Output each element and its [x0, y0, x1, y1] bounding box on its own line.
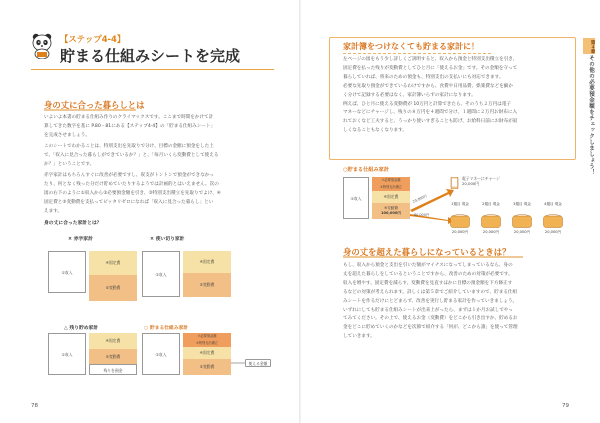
income-box: ①収入	[48, 251, 86, 293]
special-expense-box: ③特別支出積立	[372, 184, 410, 191]
variable-cost-box: ⑤変動費	[89, 275, 137, 301]
wallet-week-1: 1週目 現金	[451, 202, 469, 206]
section-heading: 身の丈に合った暮らしとは	[44, 100, 145, 110]
wallet-icon	[450, 214, 470, 228]
page-number-right: 79	[562, 403, 569, 409]
callout-rule	[343, 53, 491, 54]
panda-mascot-icon	[31, 33, 53, 59]
income-box: ①収入	[48, 333, 86, 375]
wallet-amount: 20,000円	[513, 230, 531, 234]
paragraph-3: 赤字家計はもちろんすぐに改善が必要ですし、収支がトントンで預金ができなかっ たり、何となく残った分だけ貯めていたりするようでは計画的とはいえません。次の 図の右下のように①収入から②必要預金額を引き、③特別支出積立を先取りでよけ、④ 固定費と⑤変動費を支払ってピッタリゼロになれば「収入に見合った暮らし」とい えます。	[44, 173, 221, 214]
diagram-3-title: △ 残り貯め家計	[64, 326, 99, 331]
gutter	[299, 0, 301, 423]
required-saving-box: ②必要預金額	[183, 333, 231, 340]
page-number-left: 78	[31, 403, 38, 409]
paragraph-1: いよいよ本書の貯まる仕組み作りのクライマックスです。ここまで時間をかけて計 算してきた数字を基に P.80・81にある【ステップ4-4】の「貯まる仕組みシート」 を完成させましょう。	[44, 115, 216, 138]
left-page	[0, 0, 299, 423]
variable-cost-box: ⑤変動費	[183, 273, 231, 297]
chapter-tab: 第４章	[583, 38, 595, 54]
diagram-4-title: ○ 貯まる仕組み家計	[144, 326, 189, 331]
arrow-amount-2: 80,000円	[414, 213, 430, 217]
section-heading: 身の丈を超えた暮らしになっているときは？	[343, 247, 511, 257]
wallet-icon	[512, 214, 532, 228]
arrow-icon	[231, 359, 246, 367]
fixed-cost-box: ④固定費	[183, 251, 231, 273]
fixed-cost-box: ④固定費	[89, 333, 137, 349]
wallet-week-3: 3週目 現金	[513, 202, 531, 206]
leftover-saving-box: 残りを預金	[89, 364, 137, 375]
chapter-running-title: その他の必要預金額をチェックしましょう！	[588, 55, 594, 175]
wallet-week-4: 4週目 現金	[544, 202, 562, 206]
title-rule	[31, 69, 274, 70]
fixed-cost-box: ④固定費	[183, 347, 231, 359]
fixed-cost-box: ④固定費	[372, 191, 410, 203]
fixed-cost-box: ④固定費	[89, 251, 137, 275]
diagram-caption: 身の丈に合った家計とは？	[44, 221, 102, 226]
diagram-2-title: × 使い切り家計	[150, 237, 185, 242]
income-box: ①収入	[343, 177, 369, 219]
page-title: 貯まる仕組みシートを完成	[60, 47, 241, 65]
variable-cost-box: ⑤変動費	[89, 349, 137, 364]
weekly-wallets	[447, 202, 567, 242]
paragraph-2: このシートでわかることは、特別支出を先取りで分け、目標の金額に預金をした上 で、「収入に見合った暮らしができているか？」と、「毎月いくら変動費として使える か？」ということです。	[44, 144, 219, 167]
callout-title: 家計簿をつけなくても貯まる家計に！	[343, 42, 479, 51]
wallet-icon	[543, 214, 563, 228]
right-diagram-title: ○貯まる仕組み家計	[343, 167, 390, 173]
wallet-icon	[481, 214, 501, 228]
paragraph-4: もし、収入から預金と支出を引いた額がマイナスになってしまっているなら、身の 丈を超えた暮らしをしているということですから、改善のための対策が必要です。 収入を増やす、固定費を減らす、変動費を見直すほかに目標の預金額を下方修正す るなどの対策が考えられます。詳しくは第５章でご紹介していますので、貯まる仕組 みシートを作るだけにとどまらず、改善を実行し貯まる家計を作っていきましょう。 いずれにしても貯まる仕組みシートが出来上がったら、まずは１か月お試しでやっ てみてください。その上で、使えるお金（変動費）をどこから引き出すか、貯めるお 金をどこに貯めていくのかなどを次節で紹介する「何が、どこから誰」を使って管理 していきます。	[343, 263, 518, 340]
charge-label-group: 電子マネーにチャージ 20,000円	[462, 176, 500, 186]
step-tag: 【ステップ4-4】	[60, 34, 126, 44]
required-saving-box: ②必要預金額	[372, 177, 410, 184]
special-expense-box: ③特別支出積立	[183, 340, 231, 347]
arrow-amount-1: 20,000円	[412, 194, 428, 204]
usable-amount-box: 使える金額	[245, 359, 271, 367]
wallet-week-2: 2週目 現金	[482, 202, 500, 206]
income-box: ①収入	[142, 251, 180, 297]
wallet-amount: 20,000円	[451, 230, 469, 234]
callout-text: 左ページの図をもう少し詳しくご説明すると、収入から預金と特別支出積立を引き、 固定費を払った残りが変動費としてひと月に「使えるお金」です。その金額を守って 暮らしていれば、将来のための預金も、特別支出の支払いにも対応できます。 必要な先取り預金ができているわけですから、食費や日用品費、娯楽費などを細か く分けて記録する必要はなく、家計簿いらずの家計になります。 例えば、ひと月に使える変動費が 10万円と計算できたら、そのうち２万円は電子 マネーなどにチャージし、残りの８万円を４週間で分け、１週間に２万円お財布に入 れておくなど工夫すると、うっかり使いすぎることも防げ、お給料日前にお財布が寂 しくなることもなくなります。	[343, 57, 518, 134]
variable-cost-box: ⑤変動費	[183, 359, 231, 375]
diagram-1-title: × 赤字家計	[68, 237, 93, 242]
wallet-amount: 20,000円	[482, 230, 500, 234]
wallet-amount: 20,000円	[544, 230, 562, 234]
income-box: ①収入	[142, 333, 180, 375]
variable-cost-box: ⑤変動費 100,000円	[372, 203, 410, 219]
